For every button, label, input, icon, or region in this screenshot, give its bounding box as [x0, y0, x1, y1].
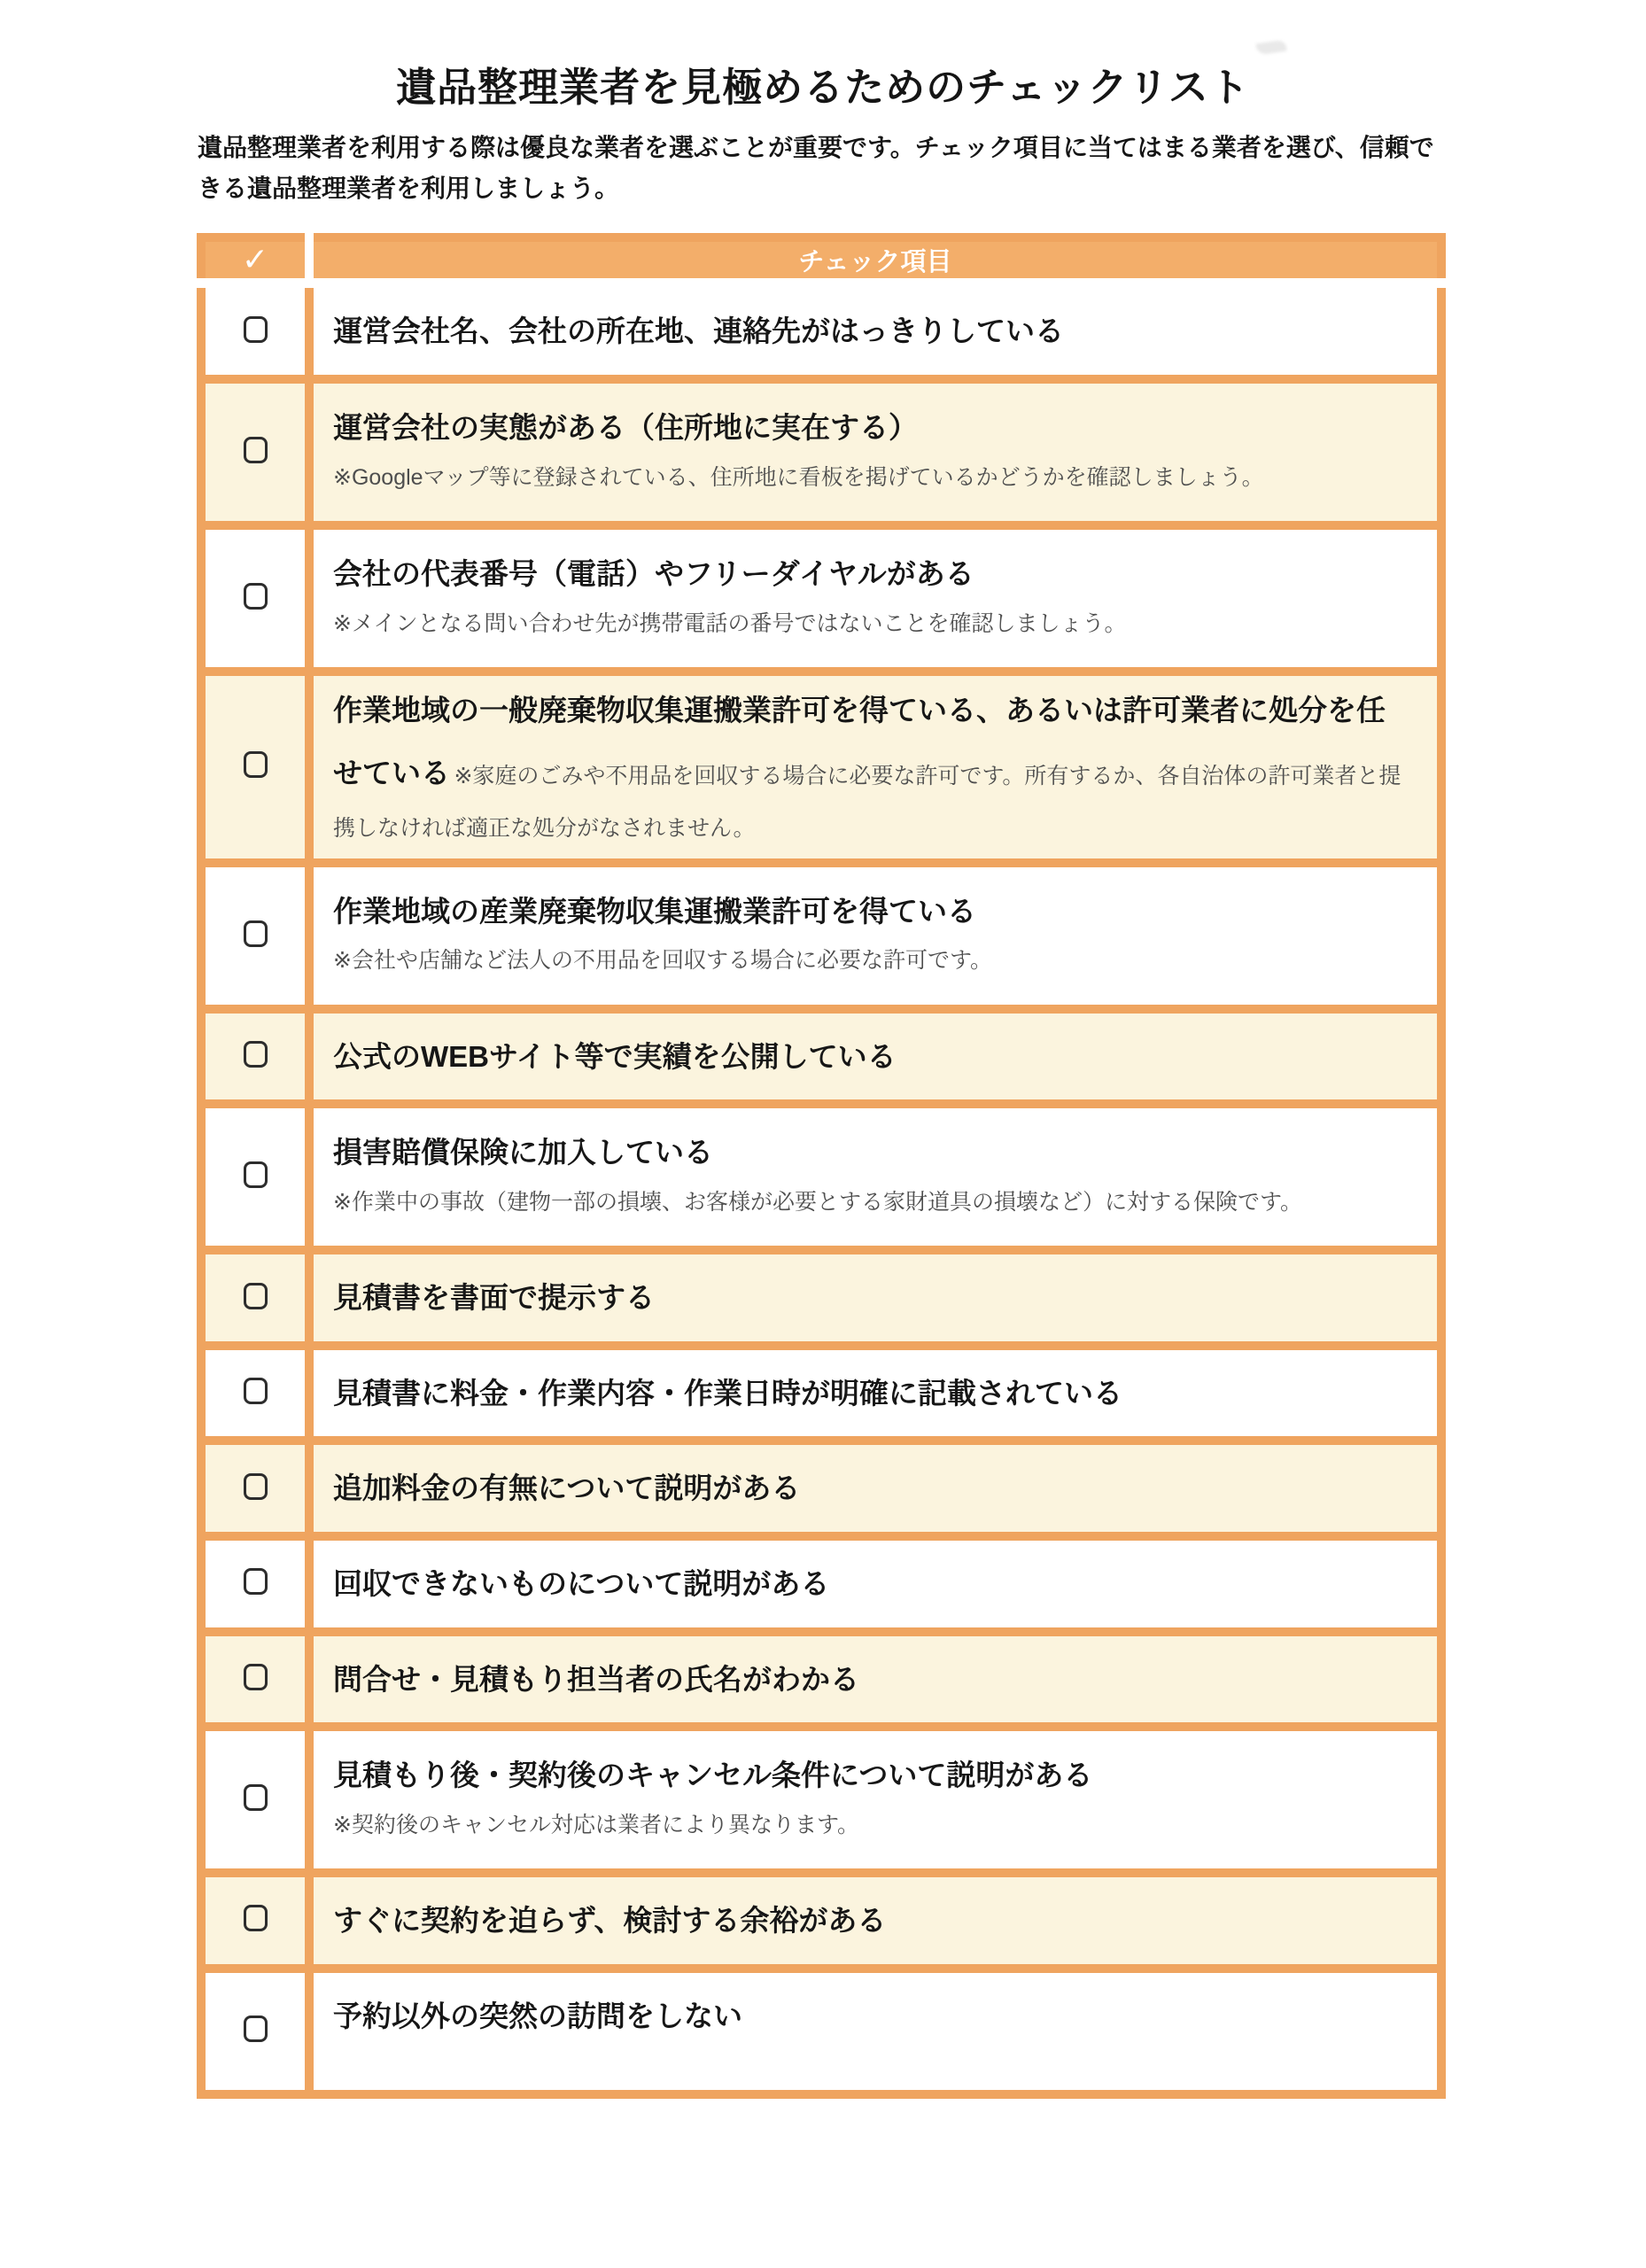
check-item-cell: [309, 379, 1441, 525]
page-title: 遺品整理業者を見極めるためのチェックリスト: [396, 65, 1250, 110]
item-title: 見積書に料金・作業内容・作業日時が明確に記載されている: [333, 1376, 1122, 1410]
row-checkbox[interactable]: [244, 1161, 268, 1188]
item-title: 作業地域の産業廃棄物収集運搬業許可を得ている: [333, 894, 976, 928]
check-icon: ✓: [241, 240, 269, 277]
table-row: [201, 284, 1441, 379]
item-title: 作業地域の一般廃棄物収集運搬業許可を得ている、あるいは許可業者に処分を任せている: [333, 694, 1386, 790]
checkbox-cell: [201, 525, 309, 672]
table-row: [201, 863, 1441, 1009]
table-row: [201, 1873, 1441, 1969]
check-item-cell: [309, 1536, 1441, 1632]
check-item-cell: [309, 1873, 1441, 1969]
check-item-cell: [309, 1104, 1441, 1250]
table-row: [201, 1009, 1441, 1105]
checkbox-cell: [201, 284, 309, 379]
table-row: [201, 1346, 1441, 1441]
checklist-table: [197, 233, 1446, 2099]
header-check-column: [201, 237, 309, 284]
row-checkbox[interactable]: [244, 920, 268, 947]
item-title: 公式のWEBサイト等で実績を公開している: [333, 1039, 897, 1073]
item-title: 予約以外の突然の訪問をしない: [333, 1999, 742, 2032]
item-title: 運営会社の実態がある（住所地に実在する）: [333, 410, 918, 444]
row-checkbox[interactable]: [244, 1041, 268, 1068]
check-item-cell: [309, 284, 1441, 379]
row-checkbox[interactable]: [244, 2016, 268, 2042]
checkbox-cell: [201, 1536, 309, 1632]
item-title: 見積もり後・契約後のキャンセル条件について説明がある: [333, 1759, 1093, 1792]
checkbox-cell: [201, 1009, 309, 1105]
row-checkbox[interactable]: [244, 437, 268, 463]
row-checkbox[interactable]: [244, 1473, 268, 1500]
item-title: 追加料金の有無について説明がある: [333, 1472, 801, 1505]
header-label: チェック項目: [309, 237, 1441, 284]
intro-text: 遺品整理業者を利用する際は優良な業者を選ぶことが重要です。チェック項目に当てはまる業者を選び、信頼できる遺品整理業者を利用しましょう。: [198, 134, 1434, 203]
table-row: [201, 1632, 1441, 1728]
checkbox-cell: [201, 672, 309, 863]
row-checkbox[interactable]: [244, 583, 268, 610]
check-item-cell: [309, 863, 1441, 1009]
check-item-cell: [309, 1346, 1441, 1441]
table-row: [201, 1536, 1441, 1632]
header-row: [201, 237, 1441, 284]
row-checkbox[interactable]: [244, 1283, 268, 1309]
checkbox-cell: [201, 1969, 309, 2095]
table-row: [201, 1104, 1441, 1250]
table-row: [201, 1441, 1441, 1536]
item-title: 見積書を書面で提示する: [333, 1281, 655, 1315]
checkbox-cell: [201, 379, 309, 525]
checkbox-cell: [201, 1346, 309, 1441]
item-note: ※会社や店舗など法人の不用品を回収する場合に必要な許可です。: [333, 948, 992, 974]
item-note: ※メインとなる問い合わせ先が携帯電話の番号ではないことを確認しましょう。: [333, 610, 1127, 636]
row-checkbox[interactable]: [244, 1568, 268, 1595]
row-checkbox[interactable]: [244, 751, 268, 778]
check-item-cell: [309, 1441, 1441, 1536]
row-checkbox[interactable]: [244, 1378, 268, 1404]
item-title: 運営会社名、会社の所在地、連絡先がはっきりしている: [333, 315, 1064, 348]
checkbox-cell: [201, 1441, 309, 1536]
table-row: [201, 525, 1441, 672]
table-row: [201, 1727, 1441, 1873]
item-title: 問合せ・見積もり担当者の氏名がわかる: [333, 1662, 859, 1696]
row-checkbox[interactable]: [244, 316, 268, 343]
check-item-cell: [309, 672, 1441, 863]
row-checkbox[interactable]: [244, 1905, 268, 1931]
row-checkbox[interactable]: [244, 1784, 268, 1811]
item-note: ※契約後のキャンセル対応は業者により異なります。: [333, 1812, 859, 1837]
checkbox-cell: [201, 1250, 309, 1346]
check-item-cell: [309, 1009, 1441, 1105]
check-item-cell: [309, 1250, 1441, 1346]
checkbox-cell: [201, 1873, 309, 1969]
checkbox-cell: [201, 1632, 309, 1728]
check-item-cell: [309, 1632, 1441, 1728]
checkbox-cell: [201, 1104, 309, 1250]
item-title: すぐに契約を迫らず、検討する余裕がある: [333, 1904, 887, 1938]
table-row: [201, 672, 1441, 863]
check-item-cell: [309, 525, 1441, 672]
item-note: ※Googleマップ等に登録されている、住所地に看板を掲げているかどうかを確認しましょう。: [333, 464, 1264, 490]
checkbox-cell: [201, 1727, 309, 1873]
item-title: 回収できないものについて説明がある: [333, 1566, 830, 1600]
check-item-cell: [309, 1727, 1441, 1873]
table-row: [201, 1969, 1441, 2095]
item-title: 損害賠償保険に加入している: [333, 1136, 713, 1169]
check-item-cell: [309, 1969, 1441, 2095]
item-note: ※作業中の事故（建物一部の損壊、お客様が必要とする家財道具の損壊など）に対する保険です。: [333, 1189, 1302, 1215]
item-note: ※家庭のごみや不用品を回収する場合に必要な許可です。所有するか、各自治体の許可業者と提携しなければ適正な処分がなされません。: [333, 764, 1401, 841]
row-checkbox[interactable]: [244, 1664, 268, 1690]
item-title: 会社の代表番号（電話）やフリーダイヤルがある: [333, 557, 974, 591]
table-row: [201, 379, 1441, 525]
checkbox-cell: [201, 863, 309, 1009]
table-row: [201, 1250, 1441, 1346]
